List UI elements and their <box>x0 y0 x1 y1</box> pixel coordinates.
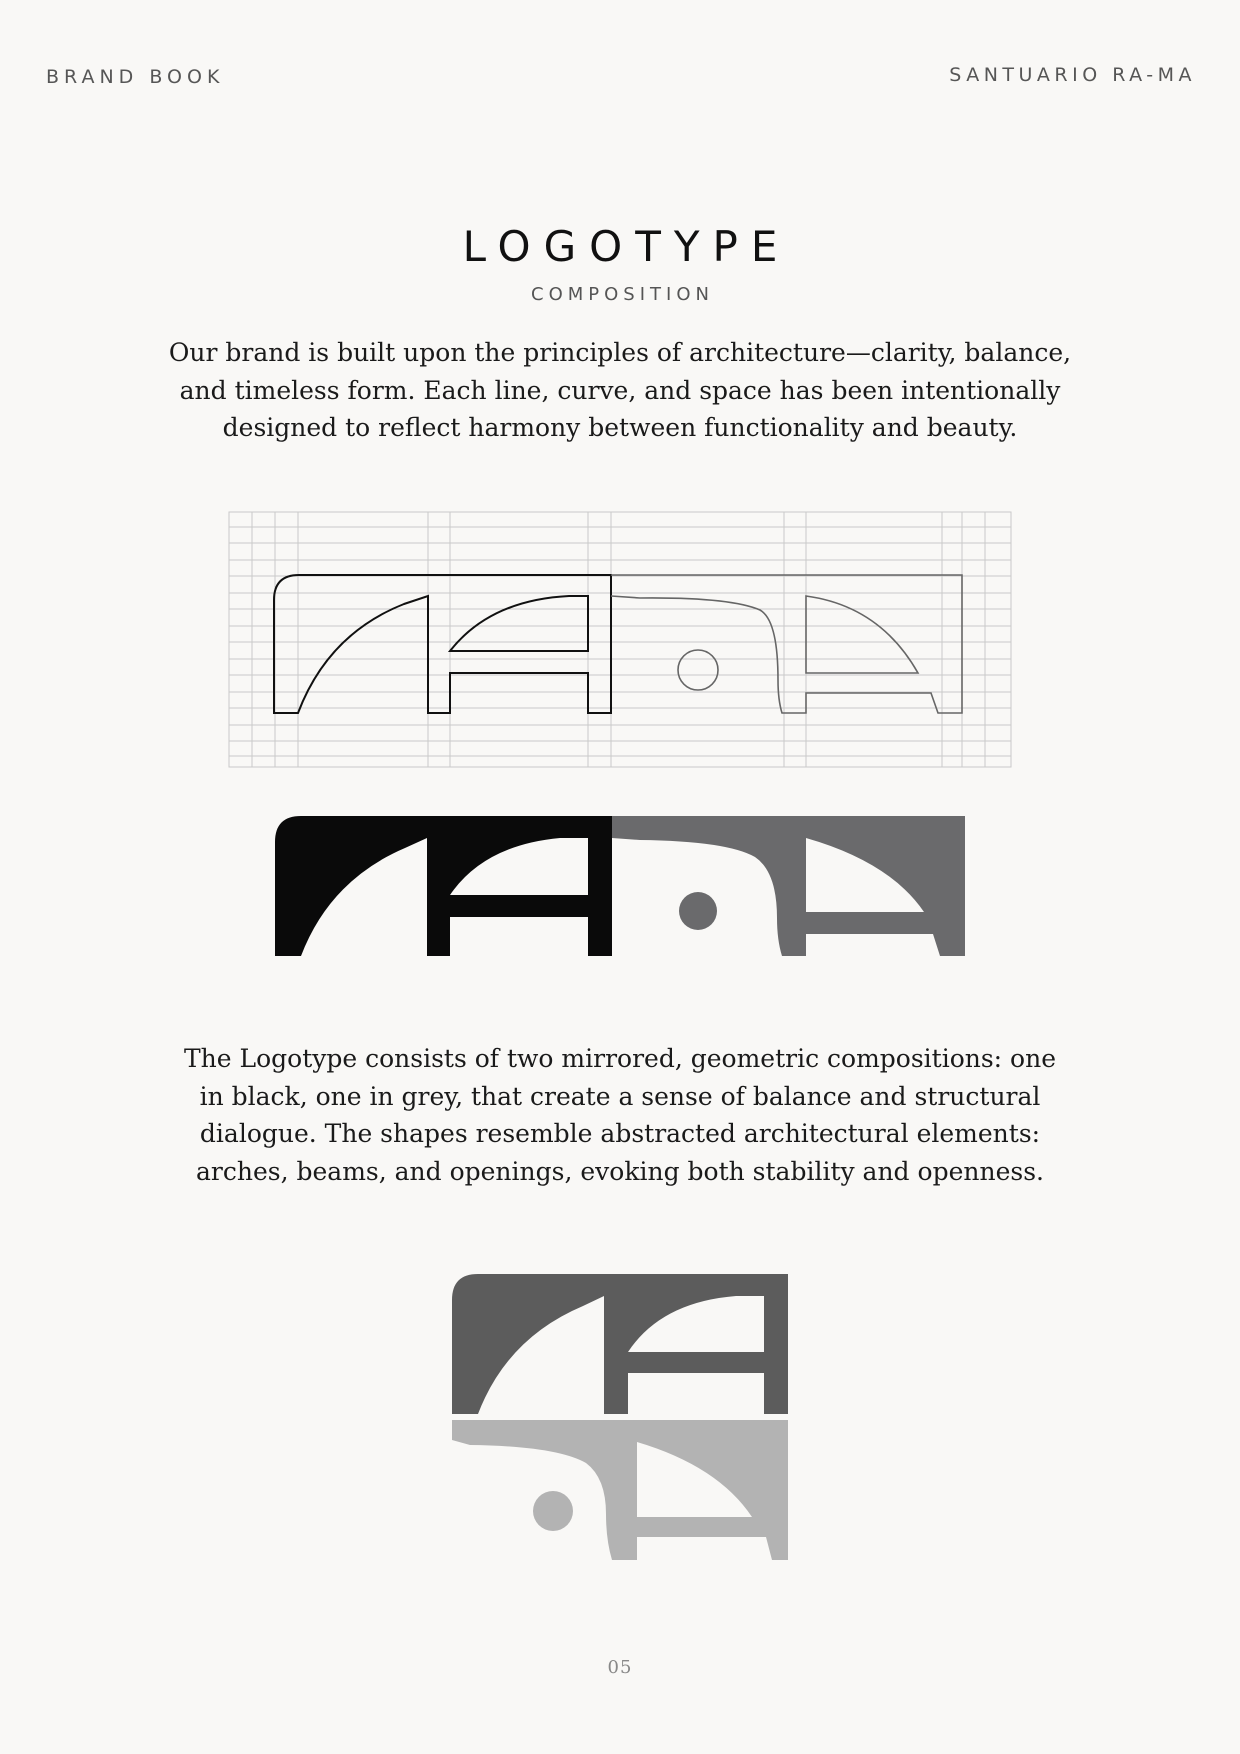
logo-dot <box>679 892 717 930</box>
page-number: 05 <box>607 1657 633 1678</box>
page-subtitle: COMPOSITION <box>531 284 714 305</box>
logo-grey-half <box>612 816 965 956</box>
description-line: dialogue. The shapes resemble abstracted architectural elements: <box>199 1119 1041 1148</box>
logo-stacked-bottom <box>452 1420 788 1560</box>
intro-line: Our brand is built upon the principles of architecture—clarity, balance, <box>168 338 1072 367</box>
description-line: in black, one in grey, that create a sense of balance and structural <box>199 1081 1041 1111</box>
logo-stacked <box>452 1274 788 1560</box>
description-paragraph <box>0 1040 1240 1190</box>
intro-line: designed to reflect harmony between functionality and beauty. <box>222 413 1018 442</box>
description-line: arches, beams, and openings, evoking both stability and openness. <box>196 1156 1044 1186</box>
page-title: LOGOTYPE <box>462 222 791 271</box>
description-line: The Logotype consists of two mirrored, geometric compositions: one <box>183 1044 1057 1073</box>
logo-horizontal <box>275 816 965 956</box>
brand-name-label: SANTUARIO RA-MA <box>949 64 1196 86</box>
logo-stacked-top <box>452 1274 788 1414</box>
brand-book-label: BRAND BOOK <box>46 66 225 88</box>
logo-black-half <box>275 816 612 956</box>
intro-line: and timeless form. Each line, curve, and space has been intentionally <box>179 375 1061 405</box>
logo-stacked-dot <box>533 1491 573 1531</box>
